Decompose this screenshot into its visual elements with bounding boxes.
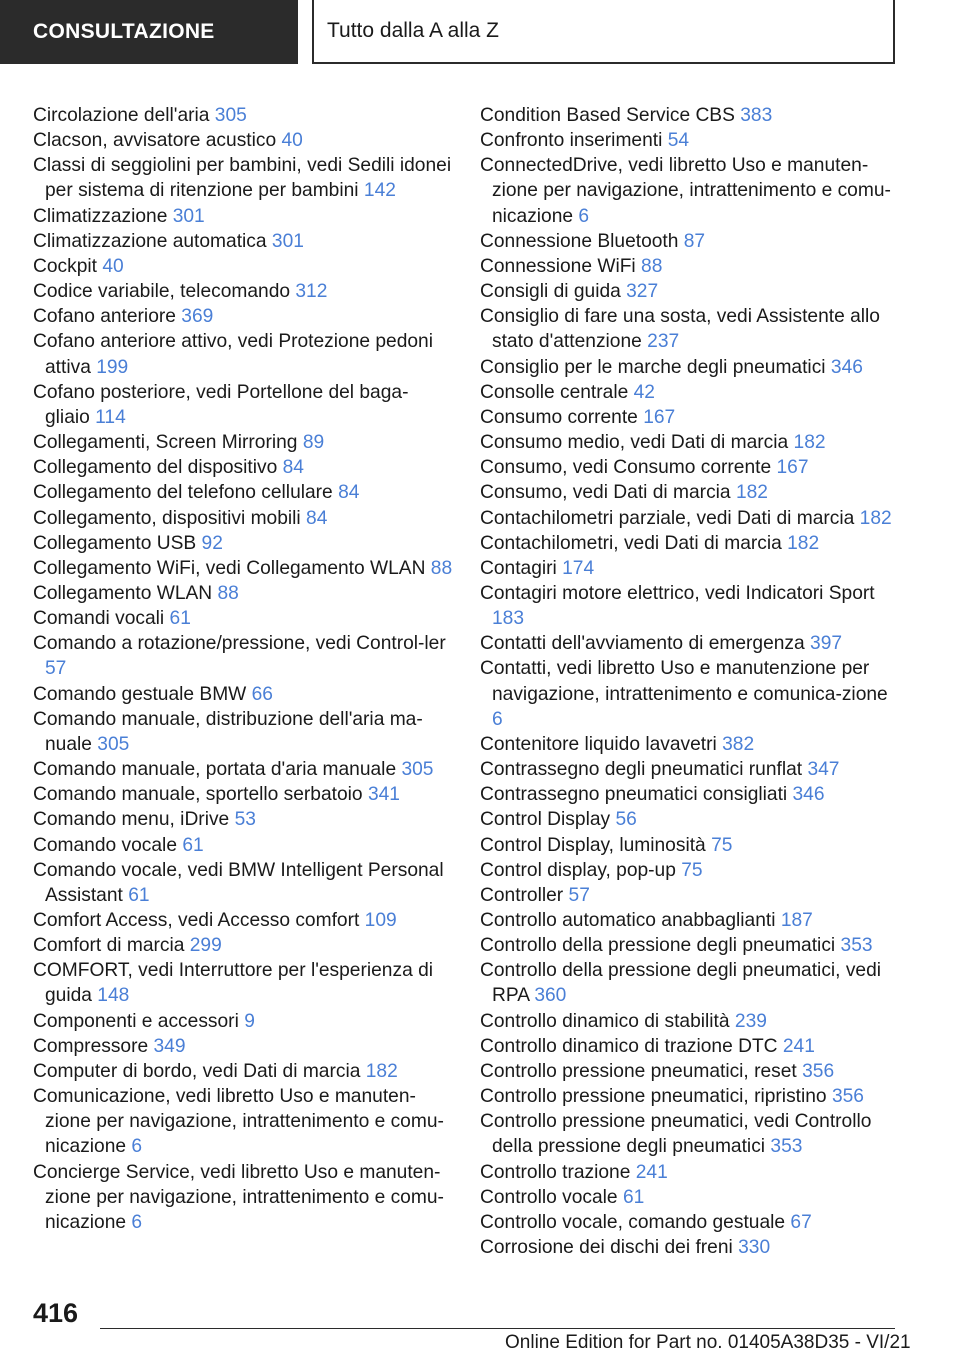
index-entry (33, 1160, 453, 1235)
index-entry (480, 958, 895, 1008)
index-term: Contagiri (480, 557, 557, 579)
index-term: Confronto inserimenti (480, 130, 663, 152)
page-reference-link[interactable]: 341 (367, 784, 400, 806)
index-term: Corrosione dei dischi dei freni (480, 1237, 733, 1259)
page-reference-link[interactable]: 6 (492, 708, 503, 730)
index-entry (33, 833, 453, 858)
index-entry (33, 606, 453, 631)
index-term: Cockpit (33, 255, 97, 277)
page-reference-link[interactable]: 92 (201, 532, 223, 554)
index-term: ConnectedDrive, vedi libretto Uso e manuten-zione per navigazione, intrattenimento e comu-nicazione (480, 155, 891, 227)
index-term: Codice variabile, telecomando (33, 281, 291, 303)
index-term: Controllo automatico anabbaglianti (480, 910, 776, 931)
index-entry (480, 1210, 895, 1235)
index-term: Controllo dinamico di trazione DTC (480, 1035, 778, 1057)
index-term: Computer di bordo, vedi Dati di marcia (33, 1060, 361, 1082)
page-reference-link[interactable]: 187 (780, 910, 813, 931)
page-reference-link[interactable]: 67 (790, 1211, 812, 1233)
index-entry (480, 757, 895, 782)
index-entry (480, 631, 895, 656)
section-tab (0, 0, 298, 64)
page-reference-link[interactable]: 148 (97, 985, 130, 1007)
index-entry (480, 254, 895, 279)
index-entry (33, 682, 453, 707)
index-column-right (480, 103, 895, 1260)
index-entry (480, 1084, 895, 1109)
index-term: Compressore (33, 1035, 149, 1057)
page-reference-link[interactable]: 9 (244, 1010, 255, 1032)
index-term: Consumo, vedi Consumo corrente (480, 457, 772, 479)
index-entry (480, 581, 895, 631)
index-term: Consumo medio, vedi Dati di marcia (480, 432, 789, 454)
page-reference-link[interactable]: 61 (182, 834, 204, 856)
index-entry (480, 782, 895, 807)
index-entry (33, 480, 453, 505)
index-entry (33, 858, 453, 908)
page-reference-link[interactable]: 61 (128, 884, 150, 906)
index-term: Collegamento WiFi, vedi Collegamento WLAN (33, 557, 426, 579)
index-entry (33, 631, 453, 681)
page-reference-link[interactable]: 301 (172, 205, 205, 227)
page-reference-link[interactable]: 114 (95, 406, 126, 428)
index-term: Contrassegno pneumatici consigliati (480, 784, 788, 806)
page-reference-link[interactable]: 57 (45, 658, 67, 680)
index-term: Condition Based Service CBS (480, 105, 735, 126)
index-term: Classi di seggiolini per bambini, vedi Sedili idonei per sistema di ritenzione per bambini (33, 155, 452, 202)
index-entry (33, 279, 453, 304)
page-reference-link[interactable]: 87 (683, 230, 706, 252)
index-term: Cofano posteriore, vedi Portellone del baga-gliaio (33, 381, 409, 428)
index-entry (33, 229, 453, 254)
index-term: Control Display (480, 809, 611, 831)
index-term: Controllo dinamico di stabilità (480, 1010, 730, 1032)
index-entry (33, 455, 453, 480)
index-entry (33, 204, 453, 229)
page-reference-link[interactable]: 346 (792, 784, 825, 806)
page-reference-link[interactable]: 61 (622, 1186, 645, 1208)
page-reference-link[interactable]: 88 (430, 557, 453, 579)
page-reference-link[interactable]: 312 (295, 281, 328, 303)
index-entry (480, 908, 895, 933)
page-reference-link[interactable]: 239 (734, 1010, 767, 1032)
index-term: Collegamento WLAN (33, 582, 213, 604)
index-term: Control Display, luminosità (480, 834, 706, 856)
index-entry (480, 430, 895, 455)
index-entry (33, 707, 453, 757)
index-entry (33, 1084, 453, 1159)
index-entry (33, 782, 453, 807)
index-entry (33, 128, 453, 153)
index-entry (33, 1034, 453, 1059)
index-entry (33, 103, 453, 128)
page-reference-link[interactable]: 241 (782, 1035, 815, 1057)
index-term: Controllo della pressione degli pneumatici (480, 935, 836, 957)
page-reference-link[interactable]: 174 (562, 557, 595, 579)
index-entry (480, 279, 895, 304)
index-term: Contachilometri parziale, vedi Dati di marcia (480, 507, 855, 529)
page-reference-link[interactable]: 347 (807, 759, 840, 781)
index-term: Collegamento USB (33, 532, 197, 554)
page-reference-link[interactable]: 353 (770, 1136, 803, 1158)
page-reference-link[interactable]: 40 (102, 255, 124, 277)
index-entry (480, 229, 895, 254)
index-term: Controllo vocale, comando gestuale (480, 1211, 786, 1233)
page-reference-link[interactable]: 53 (234, 809, 256, 831)
page-reference-link[interactable]: 56 (615, 809, 637, 831)
index-term: Comando manuale, sportello serbatoio (33, 784, 363, 806)
page-reference-link[interactable]: 305 (97, 733, 130, 755)
index-term: Comando gestuale BMW (33, 683, 247, 705)
index-term: Comando manuale, portata d'aria manuale (33, 759, 397, 781)
index-entry (480, 807, 895, 832)
index-entry (33, 329, 453, 379)
index-term: Concierge Service, vedi libretto Uso e manuten-zione per navigazione, intrattenimento e comu-nicazione (33, 1161, 444, 1233)
index-term: Controllo pressione pneumatici, vedi Controllo della pressione degli pneumatici (480, 1111, 872, 1158)
index-entry (480, 556, 895, 581)
breadcrumb-label: Tutto dalla A alla Z (327, 19, 499, 42)
index-term: Contrassegno degli pneumatici runflat (480, 759, 803, 781)
index-term: Consumo, vedi Dati di marcia (480, 482, 731, 504)
page-reference-link[interactable]: 356 (802, 1060, 835, 1082)
page-reference-link[interactable]: 299 (189, 935, 222, 957)
index-entry (480, 304, 895, 354)
index-term: Climatizzazione automatica (33, 230, 267, 252)
page-reference-link[interactable]: 61 (169, 608, 191, 630)
index-entry (480, 833, 895, 858)
index-term: Contagiri motore elettrico, vedi Indicatori Sport (480, 582, 875, 604)
index-term: Clacson, avvisatore acustico (33, 130, 277, 152)
page-reference-link[interactable]: 42 (633, 381, 655, 403)
index-entry (480, 380, 895, 405)
index-entry (480, 455, 895, 480)
page-reference-link[interactable]: 383 (740, 105, 773, 126)
page-reference-link[interactable]: 301 (271, 230, 304, 252)
index-term: Connessione WiFi (480, 255, 636, 277)
index-term: Componenti e accessori (33, 1010, 239, 1032)
page-reference-link[interactable]: 66 (251, 683, 273, 705)
page-reference-link[interactable]: 330 (738, 1237, 771, 1259)
index-entry (33, 430, 453, 455)
index-entry (33, 556, 453, 581)
index-entry (480, 858, 895, 883)
index-entry (480, 153, 895, 228)
index-term: Contachilometri, vedi Dati di marcia (480, 532, 782, 554)
page-reference-link[interactable]: 167 (776, 457, 809, 479)
index-entry (33, 304, 453, 329)
page-reference-link[interactable]: 356 (831, 1086, 864, 1108)
index-entry (33, 1059, 453, 1084)
index-entry (33, 958, 453, 1008)
page-reference-link[interactable]: 183 (492, 608, 525, 630)
index-entry (480, 103, 895, 128)
index-term: Comando vocale (33, 834, 177, 856)
index-entry (480, 656, 895, 731)
page-reference-link[interactable]: 349 (153, 1035, 186, 1057)
index-term: Consigli di guida (480, 281, 621, 303)
index-term: Controllo trazione (480, 1161, 631, 1183)
index-term: Collegamento, dispositivi mobili (33, 507, 301, 529)
index-entry (480, 506, 895, 531)
index-entry (480, 1009, 895, 1034)
page-reference-link[interactable]: 305 (401, 759, 434, 781)
page-reference-link[interactable]: 109 (364, 910, 397, 931)
index-term: Comfort di marcia (33, 935, 185, 957)
page-reference-link[interactable]: 57 (568, 884, 590, 906)
page-reference-link[interactable]: 84 (282, 457, 304, 479)
index-entry (33, 506, 453, 531)
index-term: Controllo della pressione degli pneumatici, vedi RPA (480, 960, 882, 1007)
page-reference-link[interactable]: 75 (711, 834, 733, 856)
index-entry (480, 531, 895, 556)
index-term: Consumo corrente (480, 406, 638, 428)
index-entry (33, 531, 453, 556)
index-entry (33, 581, 453, 606)
index-term: Controller (480, 884, 564, 906)
page-reference-link[interactable]: 182 (793, 432, 826, 454)
footer-divider (100, 1328, 895, 1329)
index-term: Comandi vocali (33, 608, 165, 630)
index-entry (33, 380, 453, 430)
page-reference-link[interactable]: 84 (306, 507, 328, 529)
index-entry (480, 128, 895, 153)
page-reference-link[interactable]: 237 (647, 331, 680, 353)
section-title: CONSULTAZIONE (33, 20, 215, 43)
index-entry (480, 1160, 895, 1185)
index-term: Connessione Bluetooth (480, 230, 679, 252)
page-reference-link[interactable]: 346 (830, 356, 863, 378)
index-term: Contenitore liquido lavavetri (480, 733, 717, 755)
index-entry (480, 933, 895, 958)
page-reference-link[interactable]: 369 (181, 306, 214, 328)
index-term: Circolazione dell'aria (33, 105, 210, 126)
page-reference-link[interactable]: 182 (787, 532, 820, 554)
page-reference-link[interactable]: 6 (131, 1136, 143, 1158)
page-reference-link[interactable]: 142 (363, 180, 396, 202)
index-term: Comando menu, iDrive (33, 809, 230, 831)
page-reference-link[interactable]: 75 (681, 859, 703, 881)
index-term: Contatti, vedi libretto Uso e manutenzione per navigazione, intrattenimento e comunica-zione (480, 658, 888, 705)
page-reference-link[interactable]: 6 (578, 205, 590, 227)
page-reference-link[interactable]: 6 (131, 1211, 143, 1233)
index-entry (480, 732, 895, 757)
index-term: Collegamento del telefono cellulare (33, 482, 333, 504)
page-reference-link[interactable]: 382 (722, 733, 755, 755)
page-number: 416 (33, 1298, 79, 1328)
index-entry (33, 933, 453, 958)
index-term: Controllo pressione pneumatici, ripristino (480, 1086, 827, 1108)
index-entry (33, 757, 453, 782)
index-entry (480, 1235, 895, 1260)
index-term: Comando manuale, distribuzione dell'aria ma-nuale (33, 708, 423, 755)
index-term: Consiglio per le marche degli pneumatici (480, 356, 826, 378)
page-reference-link[interactable]: 88 (641, 255, 663, 277)
index-term: Comfort Access, vedi Accesso comfort (33, 910, 360, 931)
index-entry (480, 405, 895, 430)
index-entry (33, 908, 453, 933)
page-reference-link[interactable]: 84 (338, 482, 360, 504)
breadcrumb (312, 0, 895, 64)
index-entry (480, 355, 895, 380)
index-entry (33, 153, 453, 203)
index-term: Consolle centrale (480, 381, 629, 403)
index-entry (480, 1109, 895, 1159)
index-entry (480, 883, 895, 908)
index-term: COMFORT, vedi Interruttore per l'esperienza di guida (33, 960, 434, 1007)
index-term: Collegamenti, Screen Mirroring (33, 432, 298, 454)
index-entry (480, 1034, 895, 1059)
index-entry (33, 807, 453, 832)
page-reference-link[interactable]: 182 (735, 482, 768, 504)
page-reference-link[interactable]: 199 (96, 356, 129, 378)
index-entry (480, 480, 895, 505)
index-term: Comando a rotazione/pressione, vedi Control-ler (33, 633, 446, 655)
index-entry (33, 254, 453, 279)
index-entry (480, 1185, 895, 1210)
index-term: Comunicazione, vedi libretto Uso e manuten-zione per navigazione, intrattenimento e comu-nicazione (33, 1086, 444, 1158)
page-reference-link[interactable]: 40 (281, 130, 303, 152)
index-term: Cofano anteriore (33, 306, 176, 328)
index-term: Comando vocale, vedi BMW Intelligent Personal Assistant (33, 859, 444, 906)
index-term: Consiglio di fare una sosta, vedi Assistente allo stato d'attenzione (480, 306, 880, 353)
page-reference-link[interactable]: 167 (643, 406, 676, 428)
index-term: Control display, pop-up (480, 859, 676, 881)
page-reference-link[interactable]: 89 (302, 432, 325, 454)
page-reference-link[interactable]: 182 (859, 507, 892, 529)
index-entry (33, 1009, 453, 1034)
index-term: Controllo pressione pneumatici, reset (480, 1060, 797, 1082)
index-term: Collegamento del dispositivo (33, 457, 278, 479)
page-reference-link[interactable]: 88 (217, 582, 239, 604)
index-entry (480, 1059, 895, 1084)
page-reference-link[interactable]: 182 (365, 1060, 398, 1082)
page-reference-link[interactable]: 397 (810, 633, 843, 655)
index-term: Cofano anteriore attivo, vedi Protezione pedoni attiva (33, 331, 433, 378)
page-reference-link[interactable]: 241 (635, 1161, 668, 1183)
page-reference-link[interactable]: 353 (840, 935, 873, 957)
edition-note: Online Edition for Part no. 01405A38D35 - VI/21 (505, 1332, 911, 1353)
page-reference-link[interactable]: 360 (534, 985, 567, 1007)
page-reference-link[interactable]: 327 (626, 281, 659, 303)
index-term: Controllo vocale (480, 1186, 618, 1208)
index-column-left (33, 103, 453, 1235)
index-term: Climatizzazione (33, 205, 168, 227)
page-reference-link[interactable]: 305 (214, 105, 247, 126)
index-term: Contatti dell'avviamento di emergenza (480, 633, 805, 655)
page-reference-link[interactable]: 54 (667, 130, 690, 152)
